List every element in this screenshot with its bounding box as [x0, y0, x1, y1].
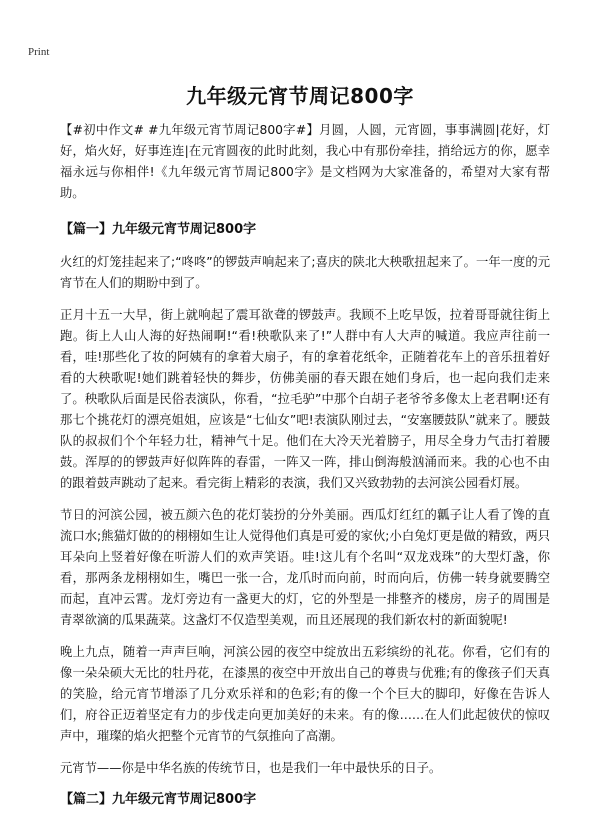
document-body: [60, 120, 550, 822]
paragraph-2: 正月十五一大早，街上就响起了震耳欲聋的锣鼓声。我顾不上吃早饭，拉着哥哥就往街上跑。街上人山人海的好热闹啊!“看!秧歌队来了!”人群中有人大声的喊道。我应声往前一看，哇!那些化了妆的阿姨有的拿着大扇子，有的拿着花纸伞，正随着花车上的音乐扭着好看的大秧歌呢!她们跳着轻快的舞步，仿佛美丽的春天跟在她们身后，也一起向我们走来了。秧歌队后面是民俗表演队，你看，“拉毛驴”中那个白胡子老爷爷多像太上老君啊!还有那七个挑花灯的漂亮姐姐，应该是“七仙女”吧!表演队刚过去，“安塞腰鼓队”就来了。腰鼓队的叔叔们个个年轻力壮，精神气十足。他们在大冷天光着膀子，用尽全身力气击打着腰鼓。浑厚的的锣鼓声好似阵阵的春雷，一阵又一阵，排山倒海般汹涌而来。我的心也不由的跟着鼓声跳动了起来。看完街上精彩的表演，我们又兴致勃勃的去河滨公园看灯展。: [60, 308, 550, 490]
paragraph-4: 晚上九点，随着一声声巨响，河滨公园的夜空中绽放出五彩缤纷的礼花。你看，它们有的像一朵朵硕大无比的牡丹花，在漆黑的夜空中开放出自己的尊贵与优雅;有的像孩子们天真的笑脸，给元宵节增添了几分欢乐祥和的色彩;有的像一个个巨大的脚印，好像在告诉人们，府谷正迈着坚定有力的步伐走向更加美好的未来。有的像……在人们此起彼伏的惊叹声中，璀璨的焰火把整个元宵节的气氛推向了高潮。: [60, 645, 550, 743]
paragraph-3: 节日的河滨公园，被五颜六色的花灯装扮的分外美丽。西瓜灯红红的瓤子让人看了馋的直流口水;熊猫灯做的的栩栩如生让人觉得他们真是可爱的家伙;小白兔灯更是做的精致，两只耳朵向上竖着好像在听游人们的欢声笑语。哇!这儿有个名叫“双龙戏珠”的大型灯盏，你看，那两条龙栩栩如生，嘴巴一张一合，龙爪时而向前，时而向后，仿佛一转身就要腾空而起，直冲云霄。龙灯旁边有一盏更大的灯，它的外型是一排整齐的楼房，房子的周围是青翠欲滴的瓜果蔬菜。这盏灯不仅造型美观，而且还展现的我们新农村的新面貌呢!: [60, 508, 550, 627]
paragraph-1: 火红的灯笼挂起来了;“咚咚”的锣鼓声响起来了;喜庆的陕北大秧歌扭起来了。一年一度的元宵节在人们的期盼中到了。: [60, 255, 550, 290]
intro-paragraph: 【#初中作文# #九年级元宵节周记800字#】月圆，人圆，元宵圆，事事满圆|花好，灯好，焰火好，好事连连|在元宵圆夜的此时此刻，我心中有那份牵挂，捎给远方的你，愿幸福永远与你相伴!《九年级元宵节周记800字》是文档网为大家准备的，希望对大家有帮助。: [60, 123, 550, 200]
document-title: 九年级元宵节周记800字: [186, 84, 414, 108]
section-heading-2: 【篇二】九年级元宵节周记800字: [60, 792, 257, 807]
print-link[interactable]: Print: [28, 46, 50, 58]
paragraph-5: 元宵节——你是中华名族的传统节日，也是我们一年中最快乐的日子。: [60, 761, 442, 775]
section-heading-1: 【篇一】九年级元宵节周记800字: [60, 222, 257, 237]
